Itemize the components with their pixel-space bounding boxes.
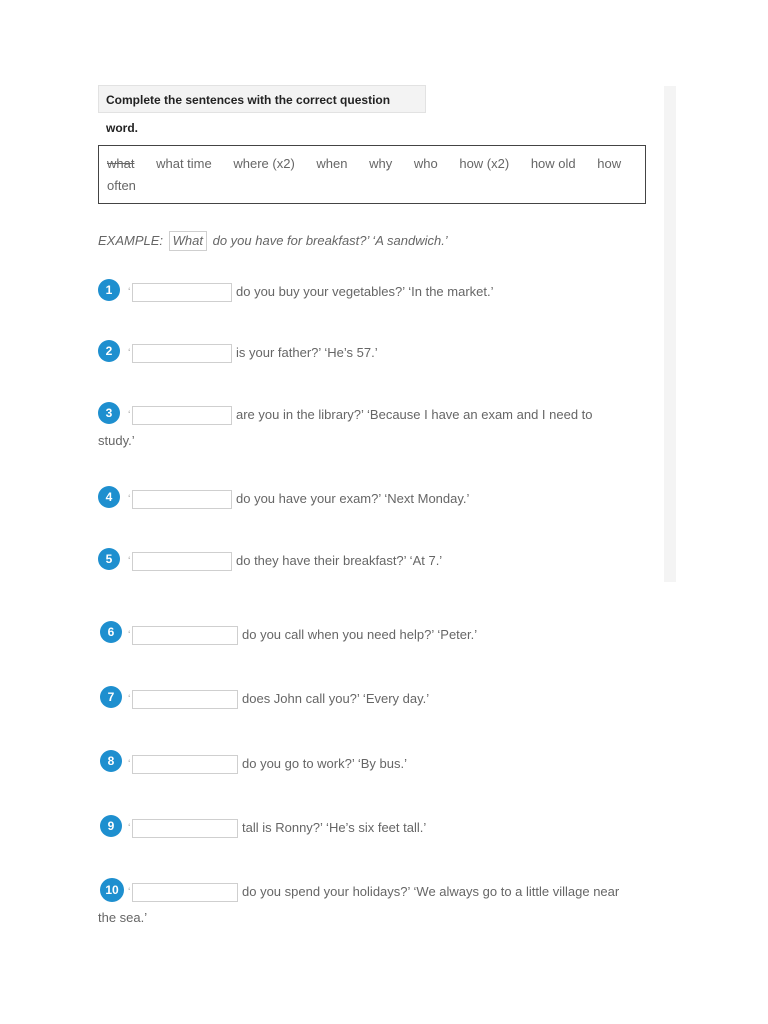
example-label: EXAMPLE: (98, 233, 167, 248)
question-text: is your father?’ ‘He’s 57.’ (236, 345, 378, 360)
question-number-badge: 4 (98, 486, 120, 508)
question-2 (98, 340, 673, 366)
word-bank-item: how (x2) (459, 156, 510, 171)
question-text: tall is Ronny?’ ‘He’s six feet tall.’ (242, 820, 427, 835)
question-text: does John call you?’ ‘Every day.’ (242, 691, 430, 706)
question-number-badge: 1 (98, 279, 120, 301)
question-number-badge: 10 (100, 878, 124, 902)
question-1 (98, 279, 673, 305)
instruction-heading: Complete the sentences with the correct question word. (98, 85, 426, 113)
question-text-continued: study.’ (98, 433, 135, 449)
word-bank-item: why (369, 156, 393, 171)
question-7 (98, 686, 673, 712)
question-text: do you have your exam?’ ‘Next Monday.’ (236, 491, 470, 506)
answer-input-10[interactable] (132, 883, 238, 902)
word-bank-item: who (413, 156, 438, 171)
open-quote: ‘ (128, 409, 131, 422)
open-quote: ‘ (128, 886, 131, 899)
example-sentence (98, 230, 448, 252)
question-number-badge: 8 (100, 750, 122, 772)
question-text: do you spend your holidays?’ ‘We always go to a little village near (242, 884, 620, 899)
question-9 (98, 815, 673, 841)
open-quote: ‘ (128, 822, 131, 835)
question-number-badge: 7 (100, 686, 122, 708)
answer-input-8[interactable] (132, 755, 238, 774)
question-text: do you buy your vegetables?’ ‘In the market.’ (236, 284, 494, 299)
answer-input-9[interactable] (132, 819, 238, 838)
word-bank-item: what (107, 156, 135, 171)
question-number-badge: 2 (98, 340, 120, 362)
question-text: do they have their breakfast?’ ‘At 7.’ (236, 553, 443, 568)
answer-input-7[interactable] (132, 690, 238, 709)
open-quote: ‘ (128, 555, 131, 568)
question-5 (98, 548, 673, 574)
word-bank-item: where (x2) (233, 156, 295, 171)
answer-input-3[interactable] (132, 406, 232, 425)
open-quote: ‘ (128, 629, 131, 642)
answer-input-4[interactable] (132, 490, 232, 509)
question-3 (98, 402, 673, 453)
example-answer-box: What (169, 231, 207, 251)
question-4 (98, 486, 673, 512)
word-bank-item: when (316, 156, 348, 171)
question-text: are you in the library?’ ‘Because I have an exam and I need to (236, 407, 593, 422)
question-text: do you call when you need help?’ ‘Peter.’ (242, 627, 478, 642)
question-text: do you go to work?’ ‘By bus.’ (242, 756, 407, 771)
question-text-continued: the sea.’ (98, 910, 148, 926)
question-number-badge: 3 (98, 402, 120, 424)
open-quote: ‘ (128, 286, 131, 299)
question-number-badge: 9 (100, 815, 122, 837)
answer-input-1[interactable] (132, 283, 232, 302)
question-6 (98, 622, 673, 648)
answer-input-5[interactable] (132, 552, 232, 571)
open-quote: ‘ (128, 758, 131, 771)
word-bank (98, 145, 646, 204)
question-8 (98, 751, 673, 777)
question-number-badge: 5 (98, 548, 120, 570)
answer-input-2[interactable] (132, 344, 232, 363)
open-quote: ‘ (128, 693, 131, 706)
question-number-badge: 6 (100, 621, 122, 643)
example-text: do you have for breakfast?’ ‘A sandwich.’ (208, 233, 448, 248)
open-quote: ‘ (128, 493, 131, 506)
word-bank-item: what time (156, 156, 212, 171)
word-bank-item: how old (530, 156, 576, 171)
word-bank-item: how often (107, 156, 622, 193)
question-10 (98, 879, 673, 930)
answer-input-6[interactable] (132, 626, 238, 645)
open-quote: ‘ (128, 347, 131, 360)
